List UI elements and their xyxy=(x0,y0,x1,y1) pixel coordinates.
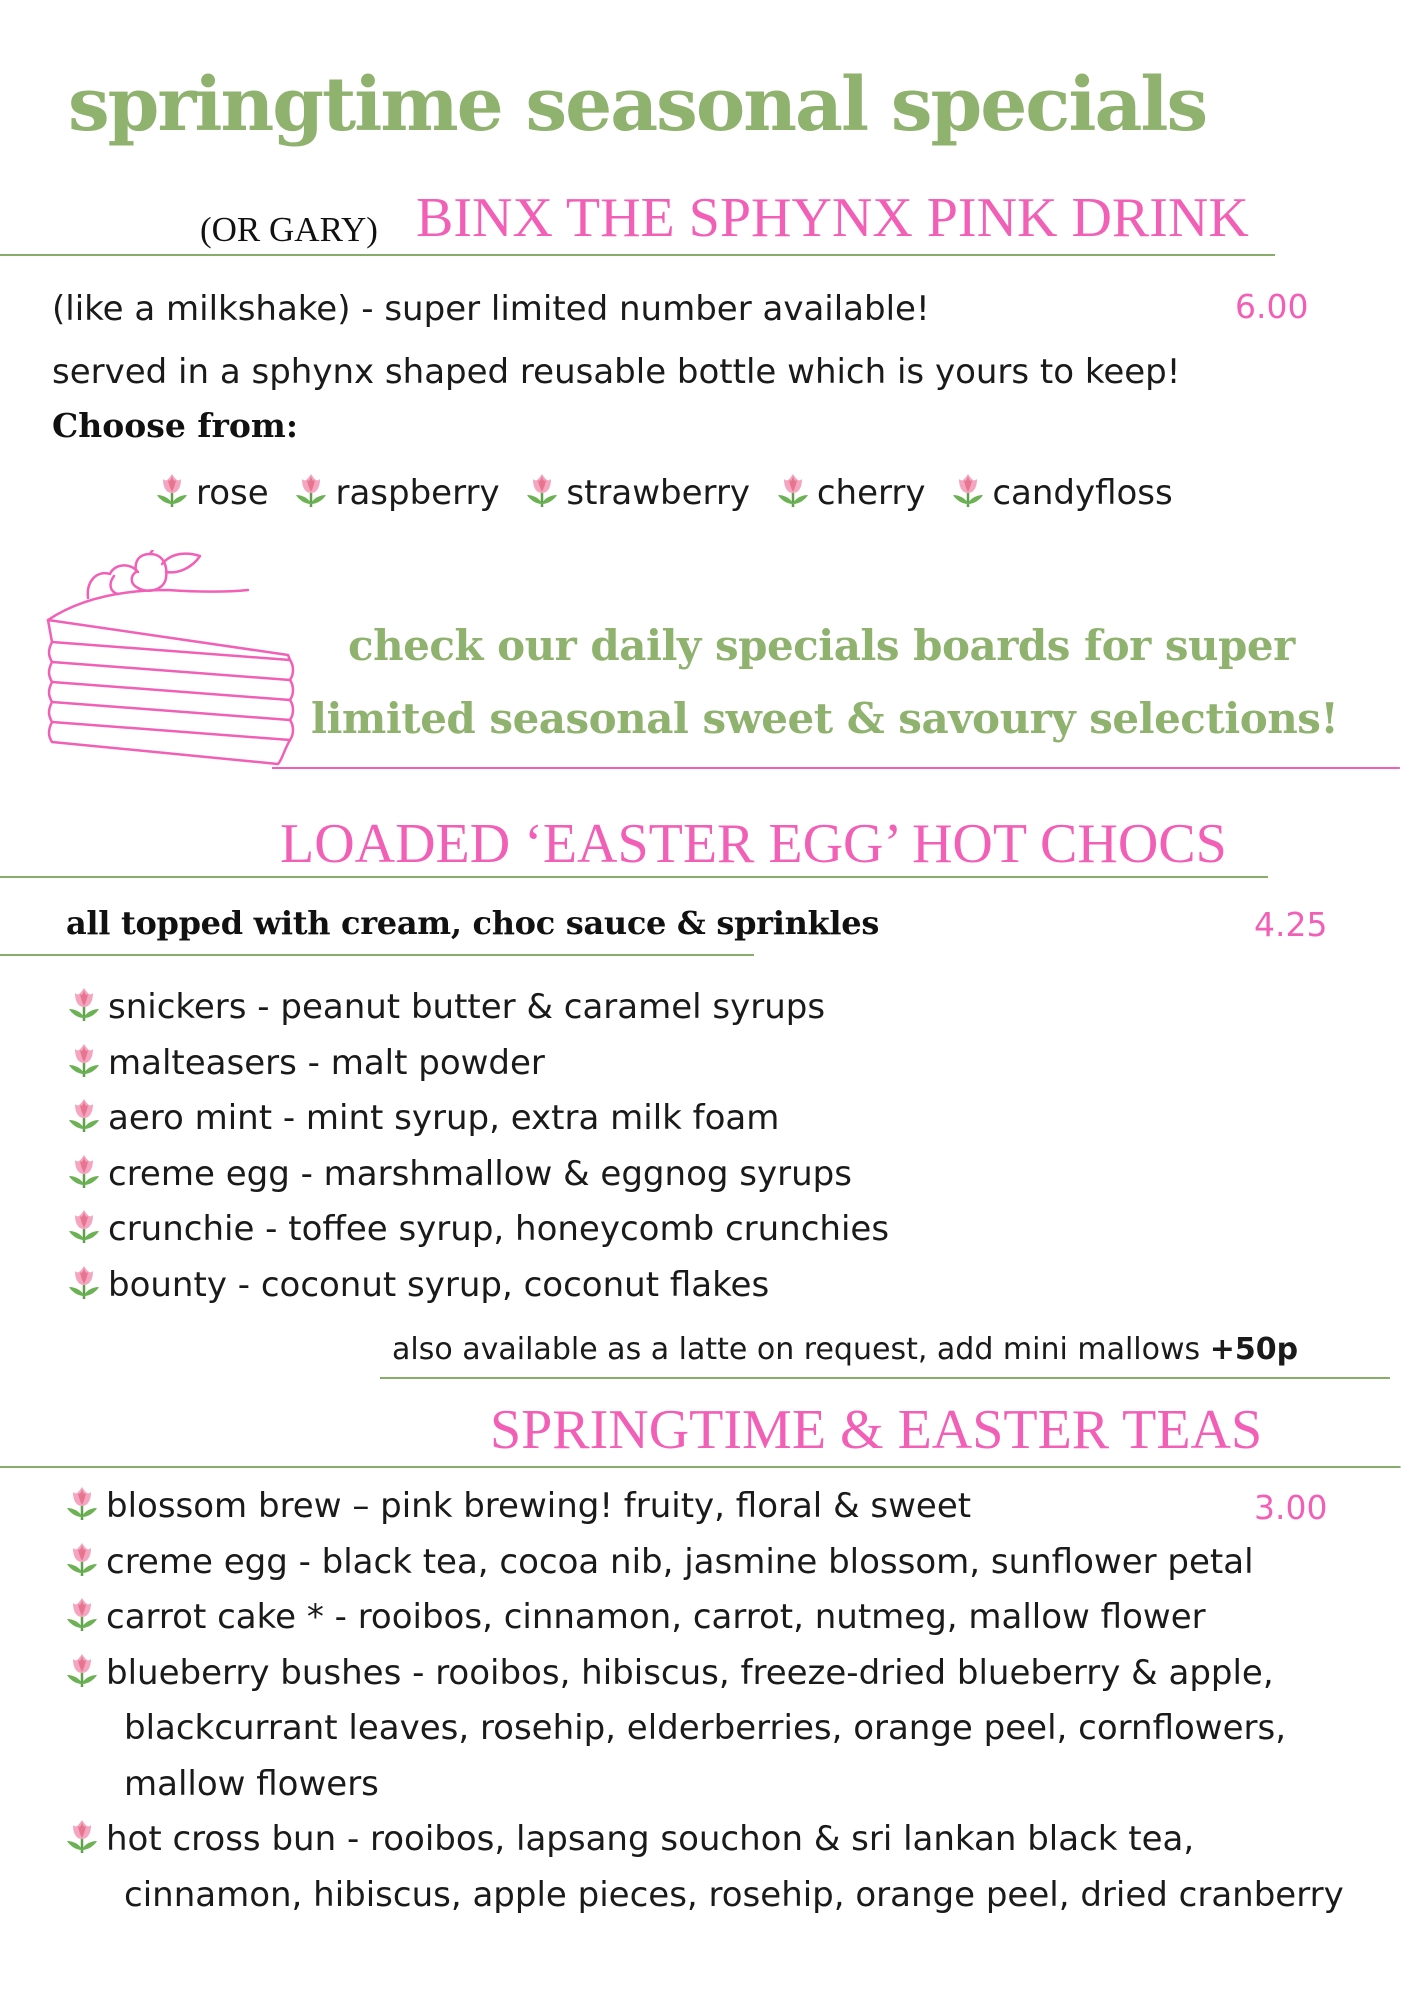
tulip-icon xyxy=(62,1816,102,1856)
list-item xyxy=(62,1646,1344,1702)
cake-slice-icon xyxy=(38,550,298,780)
item-text: hot cross bun - rooibos, lapsang souchon & sri lankan black tea, xyxy=(106,1819,1195,1859)
list-item xyxy=(64,1091,889,1147)
tulip-icon xyxy=(62,1650,102,1690)
binx-description: (like a milkshake) - super limited number available! xyxy=(52,289,930,329)
chocs-heading: LOADED ‘EASTER EGG’ HOT CHOCS xyxy=(280,813,1227,875)
item-text: aero mint - mint syrup, extra milk foam xyxy=(108,1098,780,1138)
tulip-icon xyxy=(64,1095,104,1135)
flavour-label: cherry xyxy=(816,473,926,513)
flavour-options xyxy=(152,470,1173,513)
item-text: cinnamon, hibiscus, apple pieces, rosehip, orange peel, dried cranberry xyxy=(124,1874,1344,1915)
flavour-label: candyfloss xyxy=(992,473,1173,513)
item-text: blossom brew – pink brewing! fruity, floral & sweet xyxy=(106,1486,972,1526)
item-text: bounty - coconut syrup, coconut flakes xyxy=(108,1264,770,1305)
chocs-subheading-divider xyxy=(0,954,754,956)
daily-specials-divider xyxy=(272,767,1400,769)
tulip-icon xyxy=(64,1206,104,1246)
teas-price: 3.00 xyxy=(1254,1488,1328,1527)
daily-specials-line2: limited seasonal sweet & savoury selections! xyxy=(311,694,1339,743)
tulip-icon xyxy=(64,1151,104,1191)
item-text: crunchie - toffee syrup, honeycomb crunchies xyxy=(108,1209,890,1249)
tulip-icon xyxy=(64,1262,104,1302)
item-text: blueberry bushes - rooibos, hibiscus, freeze-dried blueberry & apple, xyxy=(106,1652,1274,1693)
chocs-price: 4.25 xyxy=(1254,905,1328,944)
list-item-continuation xyxy=(62,1868,1344,1924)
tulip-icon xyxy=(62,1594,102,1634)
list-item xyxy=(62,1535,1344,1591)
chocs-divider xyxy=(0,876,1268,878)
latte-note-price: +50p xyxy=(1209,1332,1299,1367)
list-item xyxy=(64,1258,889,1314)
item-text: creme egg - black tea, cocoa nib, jasmine blossom, sunflower petal xyxy=(106,1541,1254,1582)
tulip-icon xyxy=(64,984,104,1024)
latte-note-divider xyxy=(380,1377,1390,1379)
binx-divider xyxy=(0,254,1275,256)
tulip-icon xyxy=(948,470,988,510)
teas-divider xyxy=(0,1466,1401,1468)
latte-note xyxy=(392,1332,1298,1367)
item-text: creme egg - marshmallow & eggnog syrups xyxy=(108,1153,852,1194)
binx-heading: BINX THE SPHYNX PINK DRINK xyxy=(416,187,1249,249)
chocs-subheading: all topped with cream, choc sauce & sprinkles xyxy=(66,904,880,942)
tulip-icon xyxy=(773,470,813,510)
list-item xyxy=(62,1812,1344,1868)
item-text: snickers - peanut butter & caramel syrups xyxy=(108,987,826,1027)
flavour-label: rose xyxy=(196,473,269,513)
tulip-icon xyxy=(64,1040,104,1080)
list-item xyxy=(64,1036,889,1092)
flavour-option xyxy=(152,473,269,513)
item-text: malteasers - malt powder xyxy=(108,1042,545,1083)
item-text: carrot cake * - rooibos, cinnamon, carrot, nutmeg, mallow flower xyxy=(106,1597,1206,1637)
flavour-option xyxy=(291,473,499,513)
flavour-option xyxy=(948,473,1172,513)
list-item xyxy=(62,1590,1344,1646)
chocs-list xyxy=(64,980,889,1313)
list-item xyxy=(62,1479,1344,1535)
item-text: blackcurrant leaves, rosehip, elderberries, orange peel, cornflowers, xyxy=(124,1708,1287,1748)
daily-specials-line1: check our daily specials boards for super xyxy=(348,621,1295,670)
latte-note-text: also available as a latte on request, add mini mallows xyxy=(392,1332,1201,1367)
choose-label: Choose from: xyxy=(52,406,299,445)
tulip-icon xyxy=(62,1539,102,1579)
list-item-continuation xyxy=(62,1757,1344,1813)
flavour-option xyxy=(773,473,926,513)
list-item-continuation xyxy=(62,1701,1344,1757)
flavour-option xyxy=(522,473,750,513)
teas-heading: SPRINGTIME & EASTER TEAS xyxy=(490,1399,1263,1461)
flavour-label: strawberry xyxy=(566,473,751,513)
binx-prefix: (OR GARY) xyxy=(200,210,378,249)
tulip-icon xyxy=(291,470,331,510)
item-text: mallow flowers xyxy=(124,1763,379,1804)
list-item xyxy=(64,1147,889,1203)
tulip-icon xyxy=(152,470,192,510)
flavour-label: raspberry xyxy=(335,473,500,513)
page-title: springtime seasonal specials xyxy=(68,62,1207,148)
binx-price: 6.00 xyxy=(1235,287,1309,326)
binx-bottle-note: served in a sphynx shaped reusable bottle which is yours to keep! xyxy=(52,352,1181,392)
tulip-icon xyxy=(62,1483,102,1523)
teas-list xyxy=(62,1479,1344,1923)
tulip-icon xyxy=(522,470,562,510)
list-item xyxy=(64,1202,889,1258)
list-item xyxy=(64,980,889,1036)
